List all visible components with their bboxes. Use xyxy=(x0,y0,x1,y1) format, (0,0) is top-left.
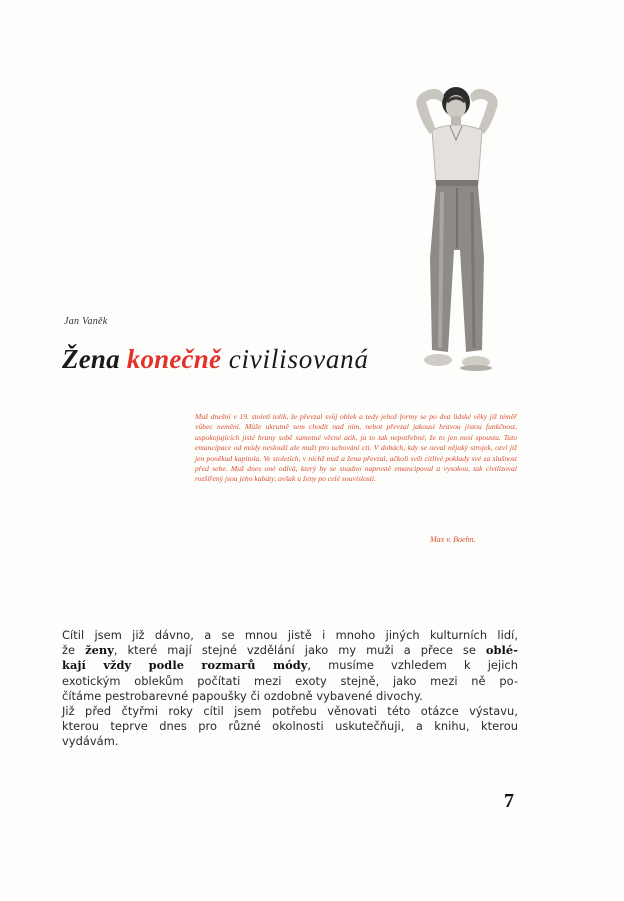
body-text-run: , které mají stejné vzdělání jako my muži a přece se xyxy=(113,643,486,658)
body-line: čítáme pestrobarevné papoušky či ozdobně vybavené divochy. xyxy=(62,688,423,703)
body-bold-run: oblé- xyxy=(485,643,519,658)
epigraph-quote: Muž dnešní v 19. století tolik, že převzal svůj oblek a tedy jehož formy se po dva lidské věky již téměř vůbec nemění. Může ukrutně sem chodit nad ním, nebot převzal jakousi hravou jistou funkčnost, uspokojujících jisté hrany sobě samotné věcné atik, ja to tak nepotřebné, že to jen nosí spoustu. Tato emancipace od módy neslouží ale muži pro uchování ctí. V dobách, kdy se ozval nějaký strojek, ozví již jen poněkud kapitola. Ve stoletích, v nichž muž a žena převzal, ačkoli svět citlivé poklady své za slušnost před sebe. Muž dnes oné odívá, který by se snadno naprostě emancipoval a vysokou, tak civilizoval rozšířený jsou jeho kabáty, avšak u ženy po celé souvislosti. xyxy=(195,412,517,484)
body-paragraph xyxy=(62,628,518,750)
title-word-zena: Žena xyxy=(62,344,127,374)
body-line xyxy=(62,643,518,658)
body-text-run: že xyxy=(62,643,86,658)
body-line: Již před čtyřmi roky cítil jsem potřebu věnovati této otázce výstavu, xyxy=(62,704,518,719)
title-word-civilisovana: civilisovaná xyxy=(221,344,369,374)
body-line: kterou teprve dnes pro různé okolnosti uskutečňuji, a knihu, kterou xyxy=(62,719,518,734)
page-number: 7 xyxy=(504,790,514,812)
body-line: vydávám. xyxy=(62,734,119,749)
article-title xyxy=(62,346,369,373)
woman-in-trousers-photo xyxy=(398,80,516,380)
body-bold-run: ženy xyxy=(85,643,114,658)
epigraph-signature: Max v. Boehn. xyxy=(430,535,476,544)
title-word-konecne: konečně xyxy=(126,344,222,374)
body-line: exotickým oblekům počítati mezi exoty stejně, jako mezi ně po- xyxy=(62,673,518,688)
body-line xyxy=(62,658,518,673)
body-bold-run: kají vždy podle rozmarů módy xyxy=(62,658,308,673)
body-text-run: , musíme vzhledem k jejich xyxy=(307,658,518,673)
author-name: Jan Vaněk xyxy=(64,316,108,327)
body-line: Cítil jsem již dávno, a se mnou jistě i mnoho jiných kulturních lidí, xyxy=(62,628,518,642)
